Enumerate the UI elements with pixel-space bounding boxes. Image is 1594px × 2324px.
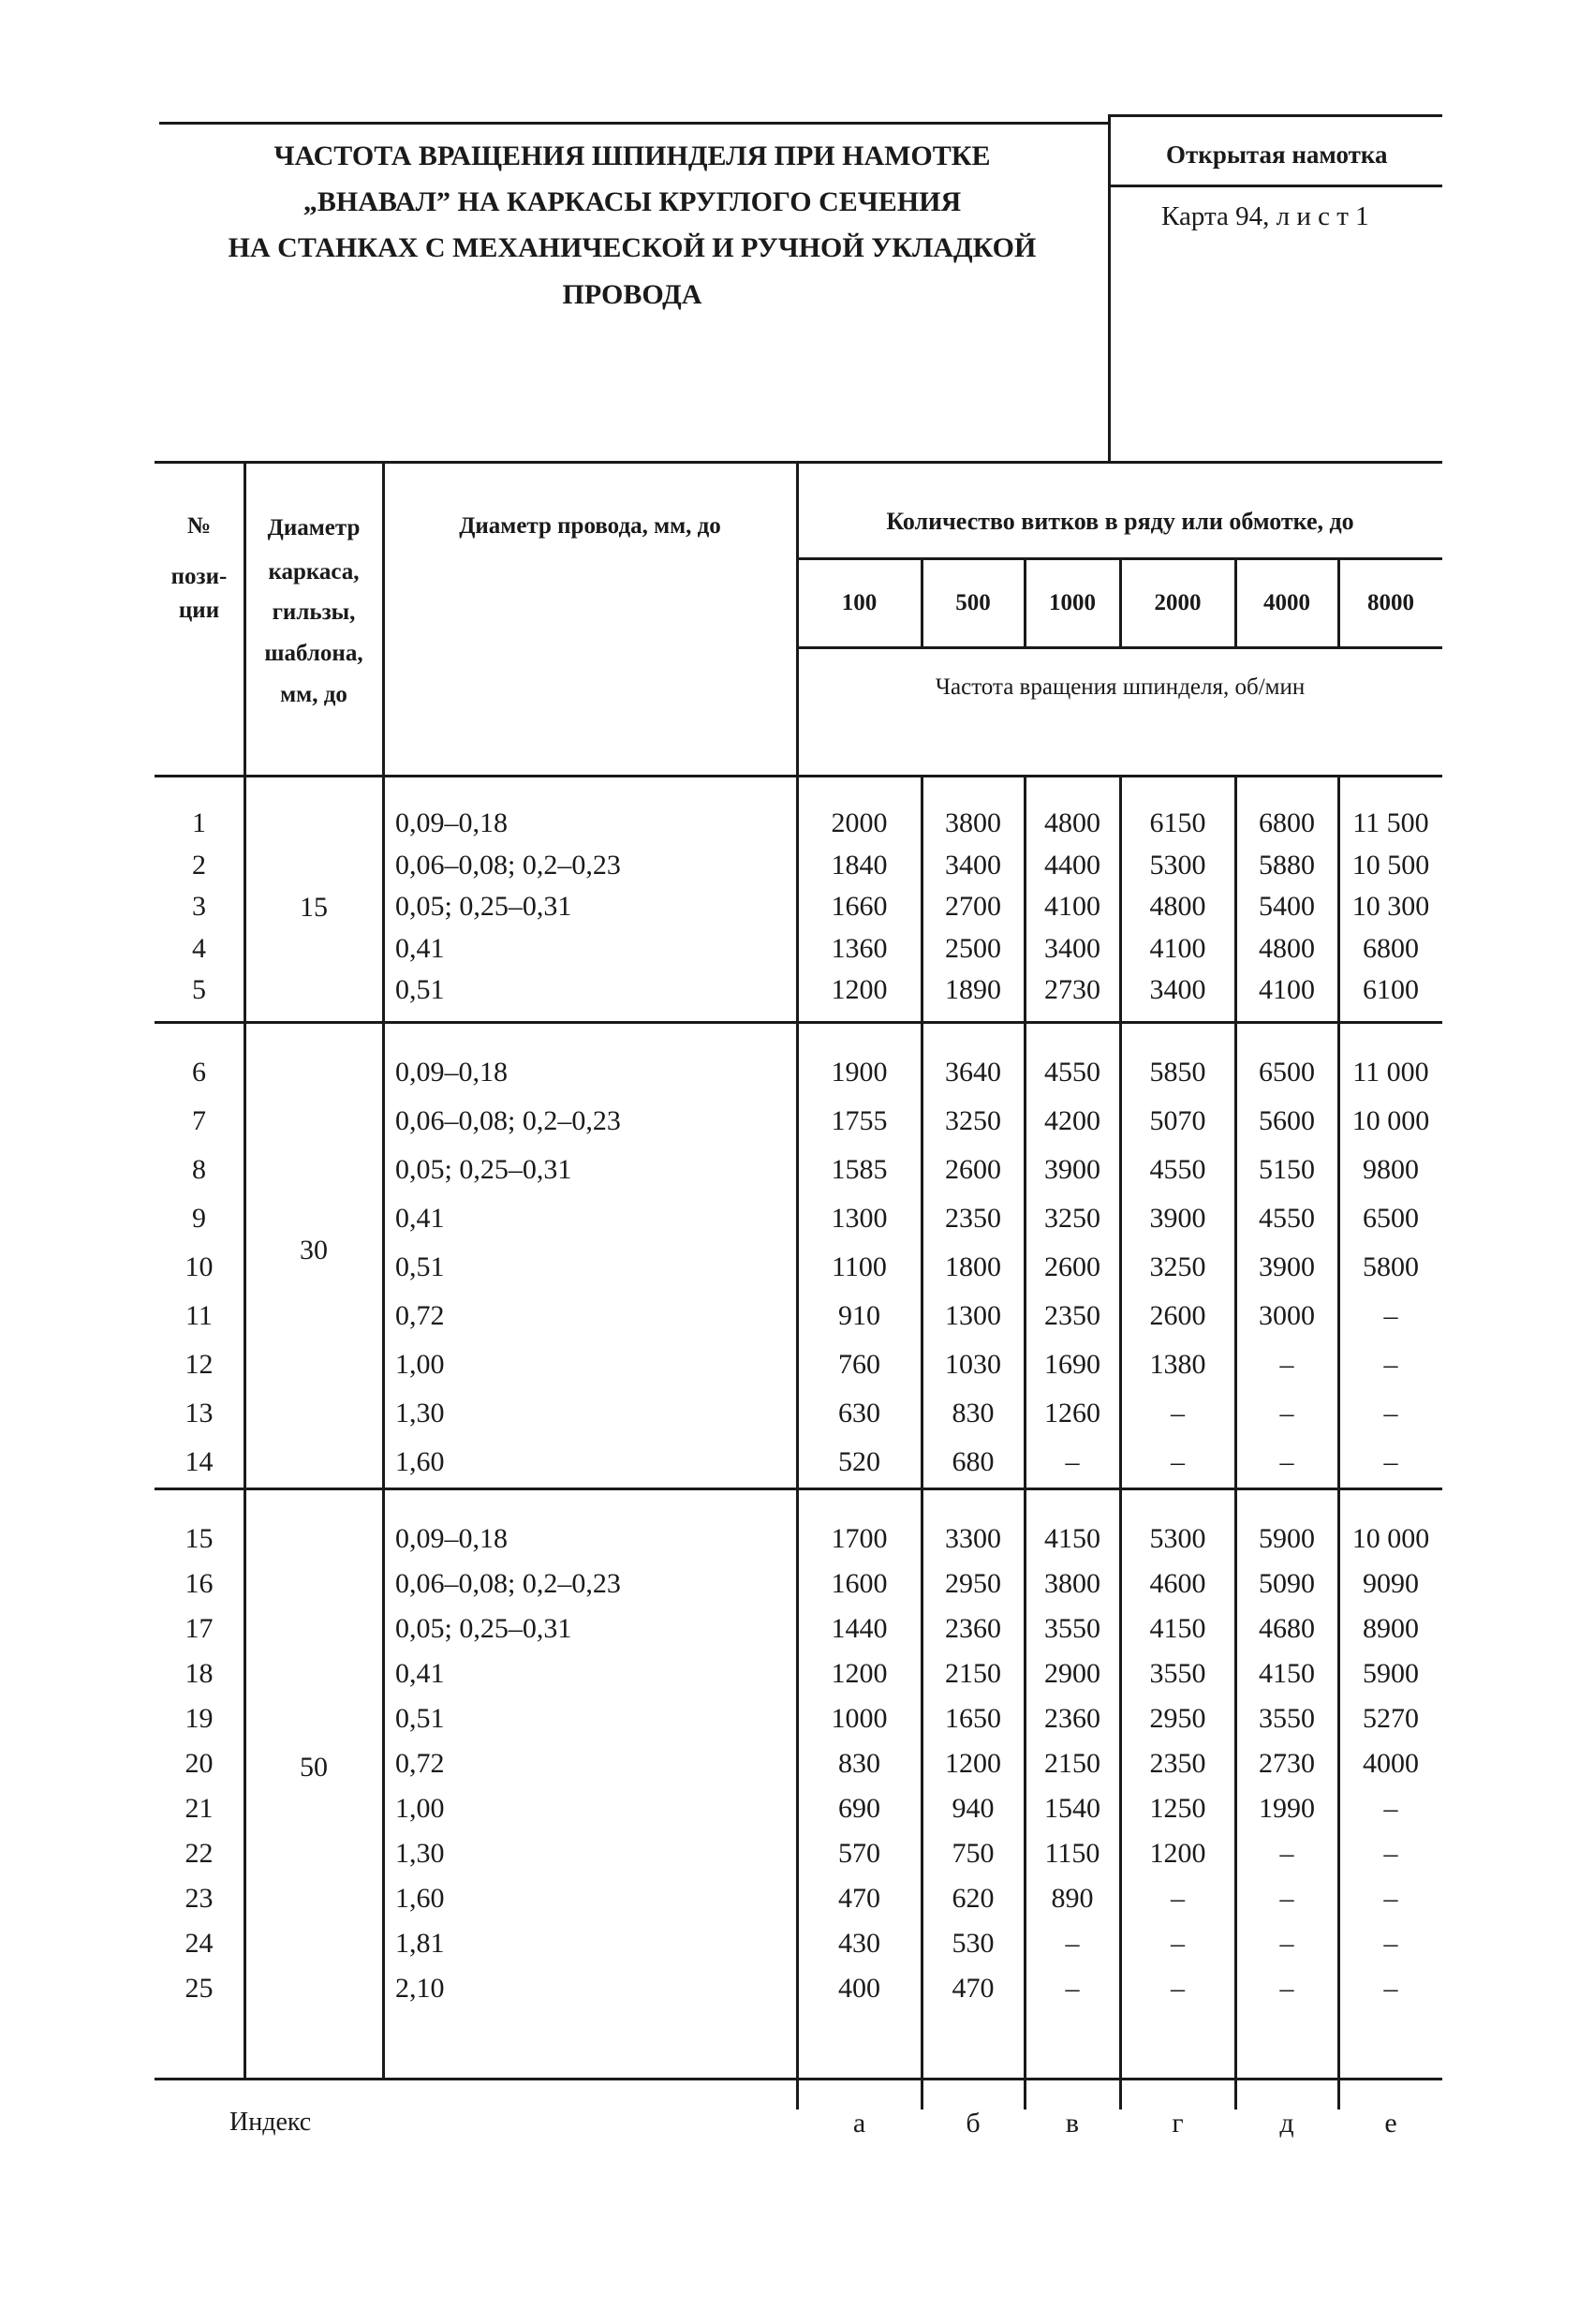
- row-frequency-value: 6100: [1363, 974, 1419, 1005]
- row-frequency-value: 1755: [831, 1105, 888, 1136]
- row-position: 21: [184, 1793, 214, 1824]
- card-divider-rule: [1110, 185, 1442, 187]
- row-frequency-value: 2360: [945, 1613, 1001, 1644]
- row-frequency-value: 3550: [1149, 1658, 1206, 1689]
- row-frequency-value: 1200: [945, 1748, 1001, 1779]
- row-frequency-value: 940: [952, 1793, 995, 1824]
- row-frequency-value: 4100: [1149, 933, 1206, 964]
- row-frequency-value: 470: [838, 1883, 880, 1914]
- row-frequency-value: 1200: [1149, 1838, 1206, 1869]
- row-position: 15: [184, 1523, 214, 1554]
- row-frequency-value: 6800: [1259, 807, 1315, 838]
- row-wire-diameter: 0,09–0,18: [395, 1523, 508, 1554]
- row-frequency-value: 6500: [1363, 1203, 1419, 1234]
- row-wire-diameter: 0,72: [395, 1300, 445, 1331]
- row-frequency-value: 4200: [1044, 1105, 1100, 1136]
- row-position: 23: [184, 1883, 214, 1914]
- row-frequency-value: 2150: [945, 1658, 1001, 1689]
- turns-col-g: 2000: [1154, 590, 1202, 615]
- row-frequency-value: 2350: [1044, 1300, 1100, 1331]
- row-frequency-value: 5300: [1149, 1523, 1206, 1554]
- row-position: 5: [192, 974, 206, 1005]
- row-frequency-value: 1100: [832, 1251, 887, 1282]
- card-reference: Карта 94, л и с т 1: [1161, 201, 1369, 231]
- row-frequency-value: 11 500: [1352, 807, 1429, 838]
- col-pos-header-1: №: [186, 513, 212, 539]
- row-frequency-value: –: [1383, 1349, 1398, 1380]
- row-frequency-value: 1890: [945, 974, 1001, 1005]
- header-top-rule: [159, 122, 1110, 125]
- row-frequency-value: 5300: [1149, 850, 1206, 881]
- row-frequency-value: 5880: [1259, 850, 1315, 881]
- row-frequency-value: 3250: [1044, 1203, 1100, 1234]
- row-frequency-value: 3300: [945, 1523, 1001, 1554]
- row-frequency-value: 760: [838, 1349, 880, 1380]
- index-letter-v: в: [1065, 2108, 1080, 2139]
- row-frequency-value: 2600: [1044, 1251, 1100, 1282]
- page-title-line-4: ПРОВОДА: [562, 279, 702, 310]
- row-wire-diameter: 0,05; 0,25–0,31: [395, 1154, 572, 1185]
- row-frequency-value: 2730: [1259, 1748, 1315, 1779]
- row-frequency-value: 4600: [1149, 1568, 1206, 1599]
- row-frequency-value: –: [1383, 1883, 1398, 1914]
- page-title-line-2: „ВНАВАЛ” НА КАРКАСЫ КРУГЛОГО СЕЧЕНИЯ: [303, 186, 962, 217]
- row-frequency-value: 830: [838, 1748, 880, 1779]
- row-frequency-value: –: [1065, 1928, 1080, 1959]
- row-frequency-value: 690: [838, 1793, 880, 1824]
- row-frequency-value: 4400: [1044, 850, 1100, 881]
- row-frequency-value: 3250: [945, 1105, 1001, 1136]
- row-position: 18: [184, 1658, 214, 1689]
- col-wire-header: Диаметр провода, мм, до: [459, 513, 721, 539]
- row-frequency-value: –: [1065, 1973, 1080, 2004]
- row-frequency-value: 1030: [945, 1349, 1001, 1380]
- row-frequency-value: –: [1383, 1838, 1398, 1869]
- row-frequency-value: –: [1383, 1398, 1398, 1428]
- row-frequency-value: 680: [952, 1446, 995, 1477]
- row-position: 1: [192, 807, 206, 838]
- row-frequency-value: 910: [838, 1300, 880, 1331]
- row-frequency-value: 4550: [1259, 1203, 1315, 1234]
- row-frequency-value: 5270: [1363, 1703, 1419, 1734]
- row-frequency-value: 3400: [1149, 974, 1206, 1005]
- col-diam-header-5: мм, до: [280, 682, 347, 707]
- row-frequency-value: 2000: [831, 807, 888, 838]
- row-frequency-value: 3900: [1044, 1154, 1100, 1185]
- col-diam-header-2: каркаса,: [268, 559, 360, 585]
- index-letter-b: б: [966, 2108, 981, 2139]
- page-title-line-1: ЧАСТОТА ВРАЩЕНИЯ ШПИНДЕЛЯ ПРИ НАМОТКЕ: [273, 141, 991, 171]
- row-frequency-value: 6800: [1363, 933, 1419, 964]
- row-position: 9: [192, 1203, 206, 1234]
- row-wire-diameter: 0,72: [395, 1748, 445, 1779]
- row-frequency-value: –: [1171, 1973, 1185, 2004]
- turns-col-e: 8000: [1367, 590, 1414, 615]
- col-diam-header-3: гильзы,: [272, 600, 356, 625]
- row-frequency-value: 5090: [1259, 1568, 1315, 1599]
- row-frequency-value: –: [1383, 1446, 1398, 1477]
- row-frequency-value: 1000: [831, 1703, 888, 1734]
- row-frequency-value: 4150: [1259, 1658, 1315, 1689]
- turns-col-a: 100: [841, 590, 878, 615]
- row-wire-diameter: 1,00: [395, 1349, 445, 1380]
- row-frequency-value: 3400: [945, 850, 1001, 881]
- row-frequency-value: 5850: [1149, 1057, 1206, 1088]
- row-frequency-value: 3000: [1259, 1300, 1315, 1331]
- row-frequency-value: 1650: [945, 1703, 1001, 1734]
- row-position: 25: [184, 1973, 214, 2004]
- group-diameter: 30: [300, 1235, 328, 1266]
- row-frequency-value: –: [1279, 1883, 1294, 1914]
- row-frequency-value: 570: [838, 1838, 880, 1869]
- row-frequency-value: 4000: [1363, 1748, 1419, 1779]
- row-frequency-value: 5150: [1259, 1154, 1315, 1185]
- row-frequency-value: 3550: [1259, 1703, 1315, 1734]
- row-frequency-value: 2950: [1149, 1703, 1206, 1734]
- row-frequency-value: 3640: [945, 1057, 1001, 1088]
- row-wire-diameter: 0,06–0,08; 0,2–0,23: [395, 1568, 621, 1599]
- row-wire-diameter: 1,60: [395, 1883, 445, 1914]
- freq-header: Частота вращения шпинделя, об/мин: [935, 674, 1306, 700]
- row-frequency-value: 2350: [945, 1203, 1001, 1234]
- row-frequency-value: 2730: [1044, 974, 1100, 1005]
- row-frequency-value: –: [1279, 1928, 1294, 1959]
- row-frequency-value: 470: [952, 1973, 995, 2004]
- row-frequency-value: 630: [838, 1398, 880, 1428]
- row-wire-diameter: 0,05; 0,25–0,31: [395, 1613, 572, 1644]
- row-frequency-value: 4150: [1044, 1523, 1100, 1554]
- row-wire-diameter: 0,06–0,08; 0,2–0,23: [395, 1105, 621, 1136]
- header-top-rule-right: [1110, 114, 1442, 117]
- row-frequency-value: 890: [1051, 1883, 1094, 1914]
- row-frequency-value: 1150: [1044, 1838, 1100, 1869]
- row-position: 12: [184, 1349, 214, 1380]
- row-frequency-value: 3900: [1259, 1251, 1315, 1282]
- row-wire-diameter: 0,05; 0,25–0,31: [395, 891, 572, 922]
- row-position: 13: [184, 1398, 214, 1428]
- row-position: 2: [192, 850, 206, 881]
- turns-col-b: 500: [955, 590, 991, 615]
- row-wire-diameter: 0,41: [395, 1658, 445, 1689]
- row-frequency-value: –: [1279, 1398, 1294, 1428]
- row-frequency-value: 2700: [945, 891, 1001, 922]
- row-frequency-value: –: [1279, 1838, 1294, 1869]
- row-position: 20: [184, 1748, 214, 1779]
- row-frequency-value: 2350: [1149, 1748, 1206, 1779]
- header-divider: [1108, 114, 1111, 461]
- row-frequency-value: 5600: [1259, 1105, 1315, 1136]
- row-frequency-value: 3400: [1044, 933, 1100, 964]
- row-frequency-value: 8900: [1363, 1613, 1419, 1644]
- row-frequency-value: –: [1279, 1973, 1294, 2004]
- row-frequency-value: 9090: [1363, 1568, 1419, 1599]
- row-frequency-value: –: [1383, 1300, 1398, 1331]
- row-position: 11: [185, 1300, 213, 1331]
- row-frequency-value: 1840: [831, 850, 888, 881]
- row-wire-diameter: 0,06–0,08; 0,2–0,23: [395, 850, 621, 881]
- row-frequency-value: 1690: [1044, 1349, 1100, 1380]
- row-frequency-value: 4800: [1044, 807, 1100, 838]
- group-diameter: 50: [300, 1752, 328, 1783]
- row-frequency-value: 1800: [945, 1251, 1001, 1282]
- row-frequency-value: 2900: [1044, 1658, 1100, 1689]
- row-wire-diameter: 0,09–0,18: [395, 807, 508, 838]
- row-frequency-value: 620: [952, 1883, 995, 1914]
- row-frequency-value: 3550: [1044, 1613, 1100, 1644]
- row-frequency-value: –: [1171, 1446, 1185, 1477]
- col-diam-header-4: шаблона,: [264, 641, 363, 666]
- row-frequency-value: 4680: [1259, 1613, 1315, 1644]
- row-frequency-value: –: [1171, 1398, 1185, 1428]
- row-frequency-value: 4800: [1259, 933, 1315, 964]
- freq-rule: [798, 646, 1442, 649]
- row-frequency-value: 1900: [831, 1057, 888, 1088]
- row-position: 6: [192, 1057, 206, 1088]
- row-frequency-value: 1660: [831, 891, 888, 922]
- group-diameter: 15: [300, 892, 328, 923]
- row-frequency-value: 1990: [1259, 1793, 1315, 1824]
- col-pos-header-2: пози-: [170, 564, 228, 589]
- row-frequency-value: 4550: [1149, 1154, 1206, 1185]
- row-position: 7: [192, 1105, 206, 1136]
- row-frequency-value: 3900: [1149, 1203, 1206, 1234]
- row-frequency-value: 5800: [1363, 1251, 1419, 1282]
- row-frequency-value: 4100: [1259, 974, 1315, 1005]
- index-letter-e: е: [1384, 2108, 1397, 2139]
- row-frequency-value: 6500: [1259, 1057, 1315, 1088]
- row-frequency-value: 430: [838, 1928, 880, 1959]
- row-frequency-value: 10 500: [1351, 850, 1430, 881]
- row-frequency-value: –: [1171, 1883, 1185, 1914]
- row-frequency-value: 11 000: [1352, 1057, 1429, 1088]
- row-position: 16: [184, 1568, 214, 1599]
- row-position: 22: [184, 1838, 214, 1869]
- row-frequency-value: 5070: [1149, 1105, 1206, 1136]
- row-frequency-value: 1360: [831, 933, 888, 964]
- row-frequency-value: 520: [838, 1446, 880, 1477]
- row-frequency-value: 2600: [945, 1154, 1001, 1185]
- row-wire-diameter: 0,51: [395, 974, 445, 1005]
- row-position: 19: [184, 1703, 214, 1734]
- row-frequency-value: 1540: [1044, 1793, 1100, 1824]
- row-frequency-value: –: [1279, 1349, 1294, 1380]
- row-frequency-value: –: [1383, 1973, 1398, 2004]
- row-frequency-value: 5400: [1259, 891, 1315, 922]
- row-frequency-value: 3250: [1149, 1251, 1206, 1282]
- col-diam-header-1: Диаметр: [267, 515, 361, 540]
- row-position: 8: [192, 1154, 206, 1185]
- row-frequency-value: 1260: [1044, 1398, 1100, 1428]
- row-wire-diameter: 0,41: [395, 933, 445, 964]
- row-frequency-value: 1700: [831, 1523, 888, 1554]
- row-frequency-value: 2500: [945, 933, 1001, 964]
- row-frequency-value: 830: [952, 1398, 995, 1428]
- turns-col-d: 4000: [1263, 590, 1310, 615]
- row-frequency-value: 2360: [1044, 1703, 1100, 1734]
- row-frequency-value: 4550: [1044, 1057, 1100, 1088]
- row-frequency-value: 1300: [945, 1300, 1001, 1331]
- row-frequency-value: 3800: [1044, 1568, 1100, 1599]
- row-wire-diameter: 0,51: [395, 1251, 445, 1282]
- row-position: 17: [184, 1613, 214, 1644]
- row-frequency-value: 1600: [831, 1568, 888, 1599]
- row-wire-diameter: 0,09–0,18: [395, 1057, 508, 1088]
- row-frequency-value: 5900: [1363, 1658, 1419, 1689]
- row-wire-diameter: 2,10: [395, 1973, 445, 2004]
- page-title-line-3: НА СТАНКАХ С МЕХАНИЧЕСКОЙ И РУЧНОЙ УКЛАДКОЙ: [228, 232, 1037, 263]
- row-frequency-value: 10 000: [1351, 1523, 1430, 1554]
- row-frequency-value: 1200: [831, 974, 888, 1005]
- row-position: 3: [192, 891, 206, 922]
- index-letter-a: а: [852, 2108, 866, 2139]
- row-frequency-value: 2600: [1149, 1300, 1206, 1331]
- row-wire-diameter: 1,30: [395, 1398, 445, 1428]
- row-frequency-value: 1300: [831, 1203, 888, 1234]
- row-position: 14: [184, 1446, 214, 1477]
- row-frequency-value: 1250: [1149, 1793, 1206, 1824]
- row-wire-diameter: 1,60: [395, 1446, 445, 1477]
- row-frequency-value: 4100: [1044, 891, 1100, 922]
- row-frequency-value: –: [1171, 1928, 1185, 1959]
- row-frequency-value: 4800: [1149, 891, 1206, 922]
- turns-header: Количество витков в ряду или обмотке, до: [886, 508, 1354, 535]
- index-letter-d: д: [1279, 2108, 1294, 2139]
- row-position: 24: [184, 1928, 214, 1959]
- row-frequency-value: 5900: [1259, 1523, 1315, 1554]
- index-letter-g: г: [1172, 2108, 1184, 2139]
- row-frequency-value: 1380: [1149, 1349, 1206, 1380]
- row-frequency-value: –: [1065, 1446, 1080, 1477]
- row-position: 10: [184, 1251, 214, 1282]
- row-frequency-value: 530: [952, 1928, 995, 1959]
- row-frequency-value: 750: [952, 1838, 995, 1869]
- col-pos-header-3: ции: [178, 598, 220, 623]
- row-wire-diameter: 1,00: [395, 1793, 445, 1824]
- row-wire-diameter: 1,81: [395, 1928, 445, 1959]
- row-frequency-value: 2150: [1044, 1748, 1100, 1779]
- row-frequency-value: 1200: [831, 1658, 888, 1689]
- row-frequency-value: 400: [838, 1973, 880, 2004]
- row-frequency-value: 1585: [831, 1154, 888, 1185]
- category-label: Открытая намотка: [1166, 141, 1388, 169]
- row-wire-diameter: 1,30: [395, 1838, 445, 1869]
- row-frequency-value: 10 000: [1351, 1105, 1430, 1136]
- row-frequency-value: –: [1383, 1793, 1398, 1824]
- row-frequency-value: 4150: [1149, 1613, 1206, 1644]
- turns-col-v: 1000: [1049, 590, 1096, 615]
- row-wire-diameter: 0,51: [395, 1703, 445, 1734]
- row-frequency-value: 1440: [831, 1613, 888, 1644]
- row-frequency-value: 2950: [945, 1568, 1001, 1599]
- row-position: 4: [192, 933, 206, 964]
- row-wire-diameter: 0,41: [395, 1203, 445, 1234]
- row-frequency-value: –: [1279, 1446, 1294, 1477]
- row-frequency-value: 9800: [1363, 1154, 1419, 1185]
- row-frequency-value: 6150: [1149, 807, 1206, 838]
- row-frequency-value: 10 300: [1351, 891, 1430, 922]
- col-wire-left-line: [382, 461, 385, 2078]
- row-frequency-value: 3800: [945, 807, 1001, 838]
- row-frequency-value: –: [1383, 1928, 1398, 1959]
- index-label: Индекс: [229, 2108, 312, 2137]
